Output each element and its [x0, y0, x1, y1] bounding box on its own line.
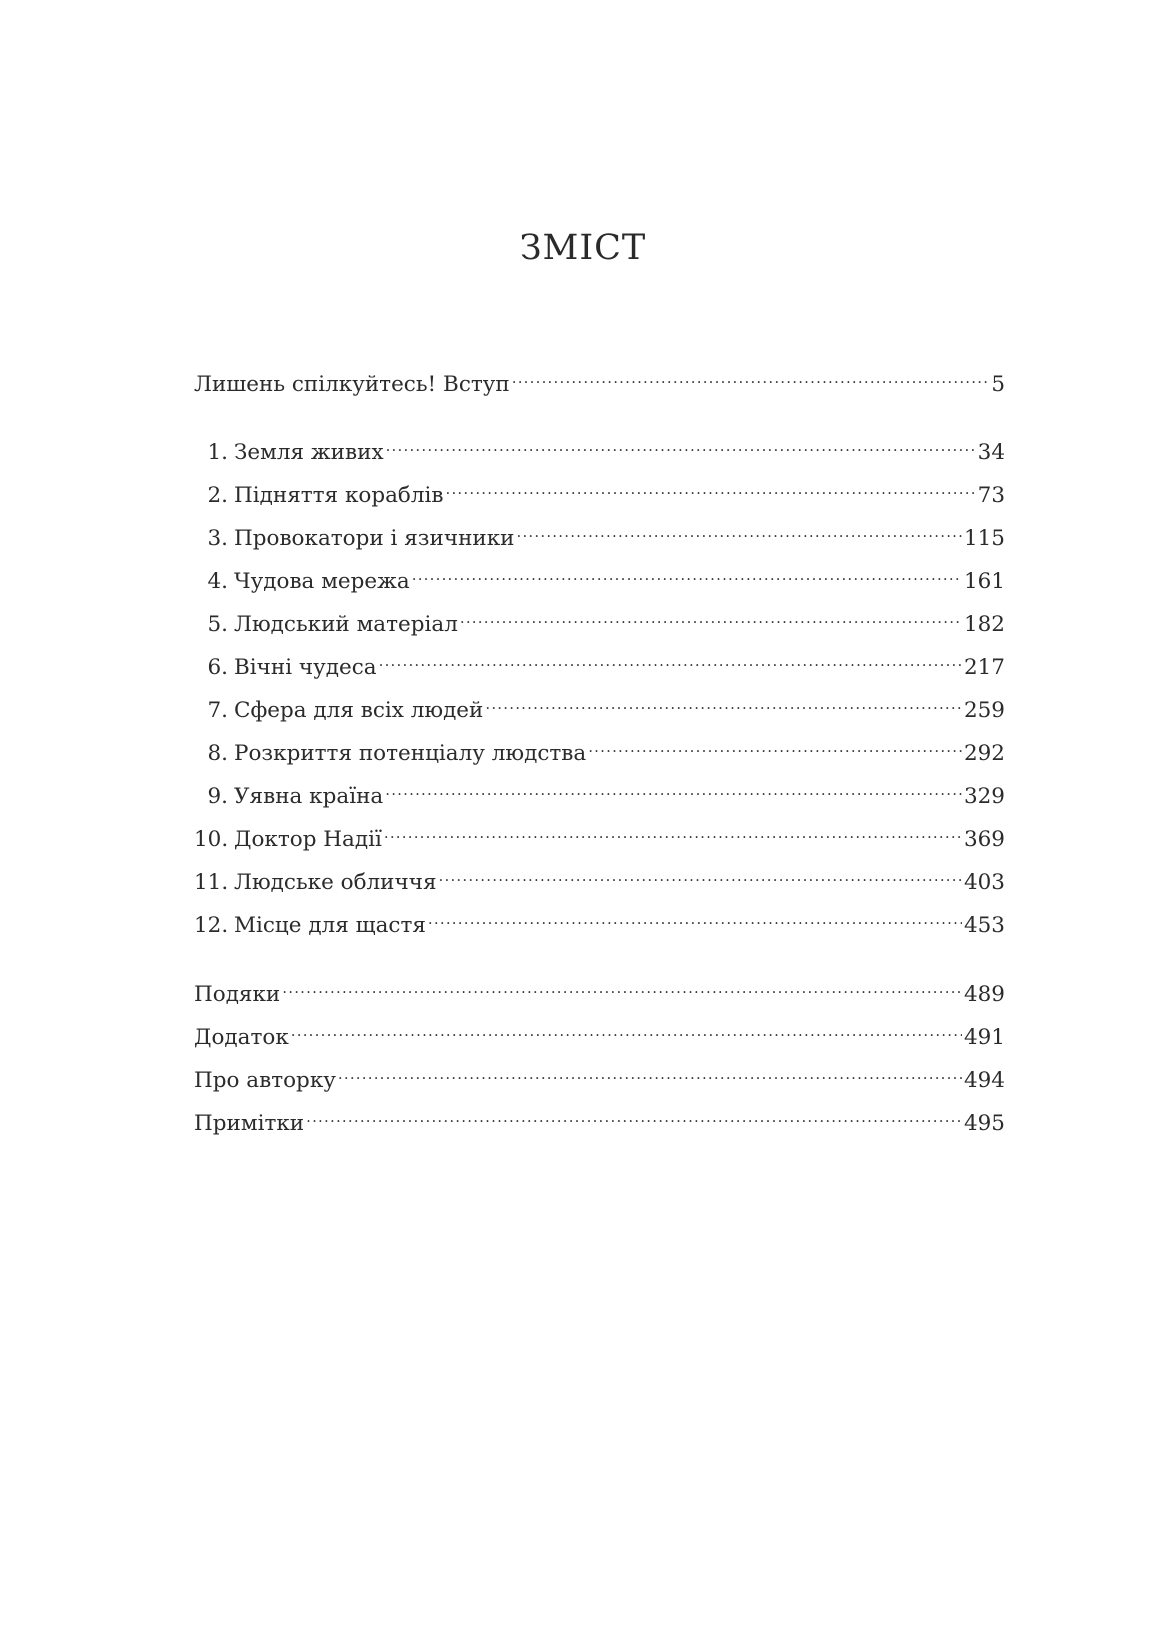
toc-entry-back-matter[interactable]: [194, 1098, 1005, 1136]
toc-entry-label: Людське обличчя: [234, 870, 437, 895]
toc-entry-label: Провокатори і язичники: [234, 526, 515, 551]
toc-entry-label: Розкриття потенціалу людства: [234, 741, 587, 766]
toc-entry-label: Сфера для всіх людей: [234, 698, 484, 723]
chapter-number: 1.: [207, 440, 228, 465]
dot-leader: [338, 1055, 962, 1087]
toc-entry-label: Лишень спілкуйтесь! Вступ: [194, 372, 510, 397]
chapter-number: 6.: [207, 655, 228, 680]
dot-leader: [439, 857, 962, 889]
toc-entry-chapter[interactable]: [194, 900, 1005, 938]
chapter-number: 12.: [194, 913, 229, 938]
toc-entry-label: Людський матеріал: [234, 612, 458, 637]
toc-entry-page: 34: [977, 440, 1005, 465]
dot-leader: [428, 900, 962, 932]
dot-leader: [485, 685, 962, 717]
toc-entry-label: Вічні чудеса: [234, 655, 377, 680]
dot-leader: [412, 556, 962, 588]
chapter-number: 9.: [207, 784, 228, 809]
chapter-number: 4.: [207, 569, 228, 594]
toc-entry-label: Земля живих: [234, 440, 384, 465]
toc-entry-page: 292: [963, 741, 1005, 766]
toc-entry-chapter[interactable]: [194, 642, 1005, 680]
dot-leader: [386, 427, 976, 459]
toc-entry-page: 182: [963, 612, 1005, 637]
toc-entry-label: Примітки: [194, 1111, 305, 1136]
toc-entry-page: 115: [963, 526, 1005, 551]
toc-entry-chapter[interactable]: [194, 556, 1005, 594]
toc-entry-chapter[interactable]: [194, 728, 1005, 766]
toc-entry-page: 259: [963, 698, 1005, 723]
toc-entry-page: 494: [963, 1068, 1005, 1093]
toc-entry-label: Про авторку: [194, 1068, 336, 1093]
dot-leader: [379, 642, 962, 674]
dot-leader: [384, 814, 962, 846]
chapter-number: 10.: [194, 827, 229, 852]
toc-entry-page: 489: [963, 982, 1005, 1007]
toc-entry-page: 491: [963, 1025, 1005, 1050]
dot-leader: [512, 359, 990, 391]
toc-entry-chapter[interactable]: [194, 599, 1005, 637]
toc-entry-back-matter[interactable]: [194, 969, 1005, 1007]
toc-entry-label: Подяки: [194, 982, 281, 1007]
toc-entry-page: 495: [963, 1111, 1005, 1136]
chapter-number: 7.: [207, 698, 228, 723]
dot-leader: [460, 599, 962, 631]
dot-leader: [385, 771, 962, 803]
chapter-number: 3.: [207, 526, 228, 551]
toc-entry-chapter[interactable]: [194, 857, 1005, 895]
chapter-number: 2.: [207, 483, 228, 508]
dot-leader: [282, 969, 962, 1001]
toc-entry-page: 73: [977, 483, 1005, 508]
chapter-number: 5.: [207, 612, 228, 637]
toc-entry-back-matter[interactable]: [194, 1055, 1005, 1093]
toc-entry-chapter[interactable]: [194, 771, 1005, 809]
toc-entry-label: Додаток: [194, 1025, 289, 1050]
toc-entry-back-matter[interactable]: [194, 1012, 1005, 1050]
toc-entry-page: 329: [963, 784, 1005, 809]
dot-leader: [588, 728, 962, 760]
toc-entry-label: Місце для щастя: [234, 913, 426, 938]
chapter-number: 11.: [194, 870, 229, 895]
toc-entry-chapter[interactable]: [194, 513, 1005, 551]
toc-entry-page: 5: [991, 372, 1005, 397]
dot-leader: [446, 470, 976, 502]
toc-entry-chapter[interactable]: [194, 685, 1005, 723]
toc-entry-label: Уявна країна: [234, 784, 384, 809]
dot-leader: [517, 513, 962, 545]
toc-entry-label: Доктор Надії: [234, 827, 382, 852]
toc-entry-intro[interactable]: [194, 359, 1005, 397]
dot-leader: [306, 1098, 962, 1130]
toc-entry-chapter[interactable]: [194, 427, 1005, 465]
page-title: ЗМІСТ: [519, 228, 647, 268]
toc-entry-label: Підняття кораблів: [234, 483, 444, 508]
chapter-number: 8.: [207, 741, 228, 766]
toc-entry-page: 217: [963, 655, 1005, 680]
toc-entry-chapter[interactable]: [194, 470, 1005, 508]
toc-entry-page: 161: [963, 569, 1005, 594]
toc-entry-page: 369: [963, 827, 1005, 852]
toc-entry-chapter[interactable]: [194, 814, 1005, 852]
toc-entry-page: 453: [963, 913, 1005, 938]
dot-leader: [291, 1012, 962, 1044]
toc-entry-page: 403: [963, 870, 1005, 895]
toc-entry-label: Чудова мережа: [234, 569, 410, 594]
